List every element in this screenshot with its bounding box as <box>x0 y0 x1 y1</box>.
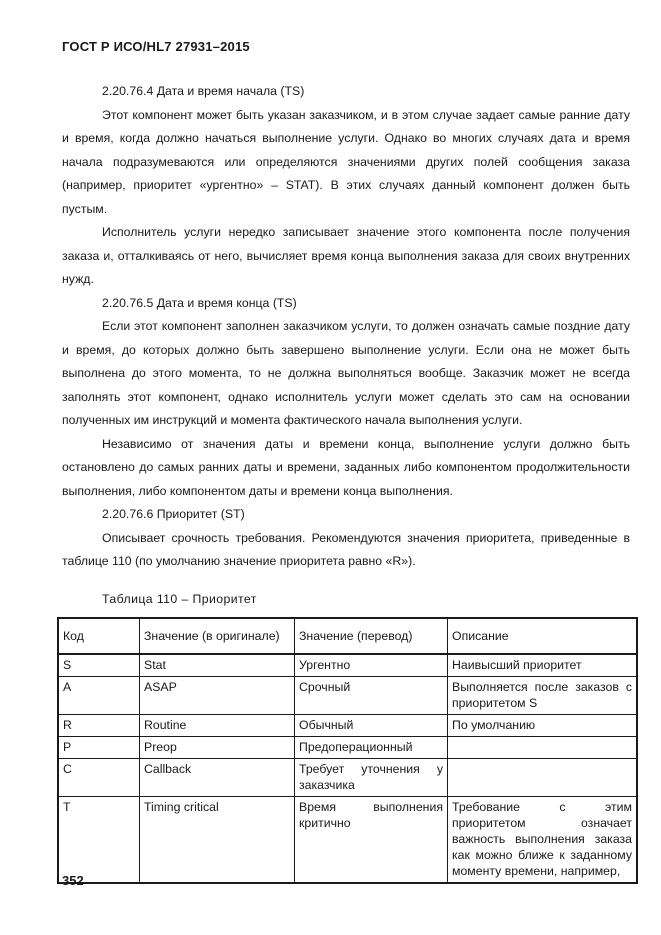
cell-translation: Ургентно <box>295 654 448 677</box>
page-number: 352 <box>62 873 84 888</box>
cell-description: Требование с этим приоритетом означает важность выполнения заказа как можно ближе к заданному моменту времени, например, <box>448 797 638 884</box>
table-row <box>58 797 637 884</box>
table-header-row <box>58 618 637 654</box>
paragraph: Описывает срочность требования. Рекомендуются значения приоритета, приведенные в таблице 110 (по умолчанию значение приоритета равно «R»). <box>62 530 630 568</box>
cell-translation: Предоперационный <box>295 737 448 759</box>
cell-code: P <box>58 737 140 759</box>
cell-original: Timing critical <box>140 797 295 884</box>
cell-description <box>448 737 638 759</box>
table-row <box>58 677 637 715</box>
cell-original: Stat <box>140 654 295 677</box>
table-row <box>58 759 637 797</box>
cell-description <box>448 759 638 797</box>
cell-translation: Срочный <box>295 677 448 715</box>
cell-translation: Требует уточнения у заказчика <box>295 759 448 797</box>
priority-table <box>57 617 638 884</box>
header-description: Описание <box>448 618 638 654</box>
cell-original: Preop <box>140 737 295 759</box>
cell-description: По умолчанию <box>448 715 638 737</box>
cell-code: R <box>58 715 140 737</box>
paragraph: Если этот компонент заполнен заказчиком услуги, то должен означать самые поздние дату и время, до которых должно быть завершено выполнение услуги. Если она не может быть выполнена до этого момента, то не должна выполняться вообще. Заказчик может не всегда заполнять этот компонент, однако исполнитель услуги может сделать это сам на основании полученных им инструкций и момента фактического начала выполнения услуги. <box>62 319 630 427</box>
section-heading-2-20-76-6: 2.20.76.6 Приоритет (ST) <box>102 507 245 521</box>
document-header: ГОСТ Р ИСО/HL7 27931–2015 <box>62 39 250 54</box>
cell-translation: Обычный <box>295 715 448 737</box>
cell-original: Routine <box>140 715 295 737</box>
document-body <box>62 80 630 574</box>
cell-original: Callback <box>140 759 295 797</box>
cell-original: ASAP <box>140 677 295 715</box>
table-row <box>58 654 637 677</box>
cell-code: C <box>58 759 140 797</box>
paragraph: Этот компонент может быть указан заказчиком, и в этом случае задает самые ранние дату и время, когда должно начаться выполнение услуги. Однако во многих случаях дата и время начала подразумеваются или определяются значениями других полей сообщения заказа (например, приоритет «ургентно» – STAT). В этих случаях данный компонент должен быть пустым. <box>62 107 630 216</box>
cell-description: Наивысший приоритет <box>448 654 638 677</box>
cell-code: T <box>58 797 140 884</box>
header-translated-value: Значение (перевод) <box>295 618 448 654</box>
cell-code: A <box>58 677 140 715</box>
table-row <box>58 715 637 737</box>
cell-code: S <box>58 654 140 677</box>
paragraph: Исполнитель услуги нередко записывает значение этого компонента после получения заказа и, отталкиваясь от него, вычисляет время конца выполнения заказа для своих внутренних нужд. <box>62 225 630 286</box>
section-heading-2-20-76-4: 2.20.76.4 Дата и время начала (TS) <box>102 84 305 98</box>
table-row <box>58 737 637 759</box>
paragraph: Независимо от значения даты и времени конца, выполнение услуги должно быть остановлено до самых ранних даты и времени, заданных либо компонентом продолжительности выполнения, либо компонентом даты и времени конца выполнения. <box>62 436 630 498</box>
cell-translation: Время выполнения критично <box>295 797 448 884</box>
table-caption: Таблица 110 – Приоритет <box>102 592 257 606</box>
section-heading-2-20-76-5: 2.20.76.5 Дата и время конца (TS) <box>102 295 297 310</box>
cell-description: Выполняется после заказов с приоритетом S <box>448 677 638 715</box>
header-original-value: Значение (в оригинале) <box>140 618 295 654</box>
header-code: Код <box>58 618 140 654</box>
